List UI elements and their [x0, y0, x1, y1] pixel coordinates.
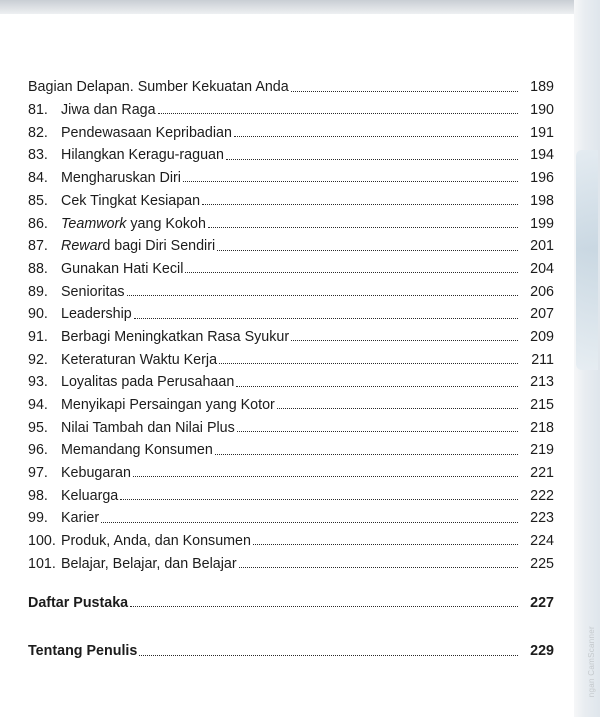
- entry-title: Kebugaran: [61, 465, 131, 482]
- entry-page: 199: [530, 215, 554, 232]
- entry-title: Hilangkan Keragu-raguan: [61, 147, 224, 164]
- toc-entry: [28, 503, 554, 526]
- toc-entry: [28, 254, 554, 277]
- toc-entry: [28, 322, 554, 345]
- entry-page: 219: [530, 442, 554, 459]
- toc-entry: [28, 458, 554, 481]
- entry-title: Jiwa dan Raga: [61, 102, 156, 119]
- dot-leader: [277, 408, 518, 409]
- entry-page: 198: [530, 192, 554, 209]
- entry-title: Leadership: [61, 306, 132, 323]
- toc-entry: [28, 185, 554, 208]
- entry-page: 224: [530, 533, 554, 550]
- dot-leader: [237, 431, 518, 432]
- dot-leader: [183, 181, 518, 182]
- entry-number: 88.: [28, 260, 48, 277]
- dot-leader: [139, 655, 518, 656]
- entry-number: 92.: [28, 351, 48, 368]
- dot-leader: [239, 567, 518, 568]
- entry-title: Mengharuskan Diri: [61, 170, 181, 187]
- toc-entry: [28, 526, 554, 549]
- entry-page: 201: [530, 238, 554, 255]
- entry-number: 95.: [28, 419, 48, 436]
- dot-leader: [101, 522, 518, 523]
- entry-title: Keluarga: [61, 487, 119, 504]
- entry-page: 215: [530, 397, 554, 414]
- toc-entry: [28, 344, 554, 367]
- entry-page: 221: [530, 465, 554, 482]
- entry-title: Cek Tingkat Kesiapan: [61, 192, 201, 209]
- entry-page: 223: [530, 510, 554, 527]
- entry-page: 213: [530, 374, 554, 391]
- entry-number: 83.: [28, 147, 48, 164]
- section-title: Bagian Delapan. Sumber Kekuatan Anda: [28, 79, 289, 96]
- entry-title-rest: yang Kokoh: [126, 215, 206, 232]
- dot-leader: [130, 606, 518, 607]
- toc-entry: [28, 117, 554, 140]
- entry-page: 229: [530, 643, 554, 660]
- toc-entry-bibliography: [28, 587, 554, 610]
- entry-title: Gunakan Hati Kecil: [61, 260, 184, 277]
- entry-title: [61, 217, 206, 231]
- scan-top-edge: [0, 0, 600, 14]
- entry-page: 211: [531, 351, 554, 368]
- entry-title: Menyikapi Persaingan yang Kotor: [61, 397, 275, 414]
- spacer: [28, 571, 554, 587]
- entry-title: Nilai Tambah dan Nilai Plus: [61, 419, 235, 436]
- entry-page: 206: [530, 283, 554, 300]
- toc-entry: [28, 140, 554, 163]
- entry-number: 82.: [28, 124, 48, 141]
- entry-number: 94.: [28, 397, 48, 414]
- entry-title: Loyalitas pada Perusahaan: [61, 374, 235, 391]
- dot-leader: [120, 499, 518, 500]
- table-of-contents: [28, 72, 554, 659]
- dot-leader: [158, 113, 518, 114]
- entry-page: 227: [530, 594, 554, 611]
- toc-entry-about-author: [28, 636, 554, 659]
- toc-section-heading: [28, 72, 554, 95]
- entry-page: 196: [530, 170, 554, 187]
- spacer: [28, 610, 554, 636]
- entry-title: Memandang Konsumen: [61, 442, 213, 459]
- dot-leader: [217, 250, 518, 251]
- entry-title: Senioritas: [61, 283, 125, 300]
- toc-entry: [28, 163, 554, 186]
- entry-title: Pendewasaan Kepribadian: [61, 124, 232, 141]
- entry-number: 101.: [28, 555, 56, 572]
- toc-entries: [28, 95, 554, 571]
- dot-leader: [291, 91, 518, 92]
- dot-leader: [127, 295, 518, 296]
- entry-number: 98.: [28, 487, 48, 504]
- toc-entry: [28, 299, 554, 322]
- dot-leader: [208, 227, 518, 228]
- entry-title: Berbagi Meningkatkan Rasa Syukur: [61, 328, 290, 345]
- scan-shadow: [576, 150, 598, 370]
- dot-leader: [134, 318, 518, 319]
- dot-leader: [133, 476, 518, 477]
- entry-title: Daftar Pustaka: [28, 594, 129, 611]
- dot-leader: [226, 159, 518, 160]
- entry-title: Keteraturan Waktu Kerja: [61, 351, 218, 368]
- toc-entry: [28, 390, 554, 413]
- entry-title-italic: Teamwork: [61, 215, 127, 232]
- entry-number: 84.: [28, 170, 48, 187]
- toc-entry: [28, 276, 554, 299]
- dot-leader: [215, 454, 518, 455]
- entry-title: Belajar, Belajar, dan Belajar: [61, 555, 237, 572]
- toc-entry: [28, 412, 554, 435]
- entry-page: 225: [530, 555, 554, 572]
- entry-number: 85.: [28, 192, 48, 209]
- entry-title: [61, 239, 215, 253]
- scanner-watermark: ngan CamScanner: [587, 625, 596, 697]
- toc-entry: [28, 367, 554, 390]
- entry-title: Karier: [61, 510, 100, 527]
- entry-page: 222: [530, 487, 554, 504]
- entry-page: 204: [530, 260, 554, 277]
- toc-entry: [28, 548, 554, 571]
- dot-leader: [219, 363, 518, 364]
- scan-right-edge: [574, 0, 600, 717]
- entry-title: Tentang Penulis: [28, 643, 138, 660]
- dot-leader: [234, 136, 518, 137]
- entry-page: 194: [530, 147, 554, 164]
- toc-entry: [28, 231, 554, 254]
- entry-number: 96.: [28, 442, 48, 459]
- dot-leader: [236, 386, 518, 387]
- entry-page: 209: [530, 328, 554, 345]
- entry-number: 90.: [28, 306, 48, 323]
- entry-title-rest: d bagi Diri Sendiri: [102, 238, 216, 255]
- toc-entry: [28, 480, 554, 503]
- toc-entry: [28, 435, 554, 458]
- entry-title-italic: Rewar: [61, 238, 103, 255]
- entry-page: 191: [530, 124, 554, 141]
- dot-leader: [291, 340, 518, 341]
- entry-title: Produk, Anda, dan Konsumen: [61, 533, 251, 550]
- entry-number: 89.: [28, 283, 48, 300]
- entry-number: 100.: [28, 533, 56, 550]
- entry-number: 99.: [28, 510, 48, 527]
- entry-number: 86.: [28, 215, 48, 232]
- entry-number: 81.: [28, 102, 48, 119]
- entry-page: 190: [530, 102, 554, 119]
- dot-leader: [185, 272, 518, 273]
- toc-entry: [28, 208, 554, 231]
- entry-page: 218: [530, 419, 554, 436]
- entry-number: 93.: [28, 374, 48, 391]
- toc-entry: [28, 95, 554, 118]
- dot-leader: [202, 204, 518, 205]
- entry-number: 87.: [28, 238, 48, 255]
- dot-leader: [253, 544, 518, 545]
- entry-page: 207: [530, 306, 554, 323]
- section-page: 189: [530, 79, 554, 96]
- entry-number: 97.: [28, 465, 48, 482]
- entry-number: 91.: [28, 328, 48, 345]
